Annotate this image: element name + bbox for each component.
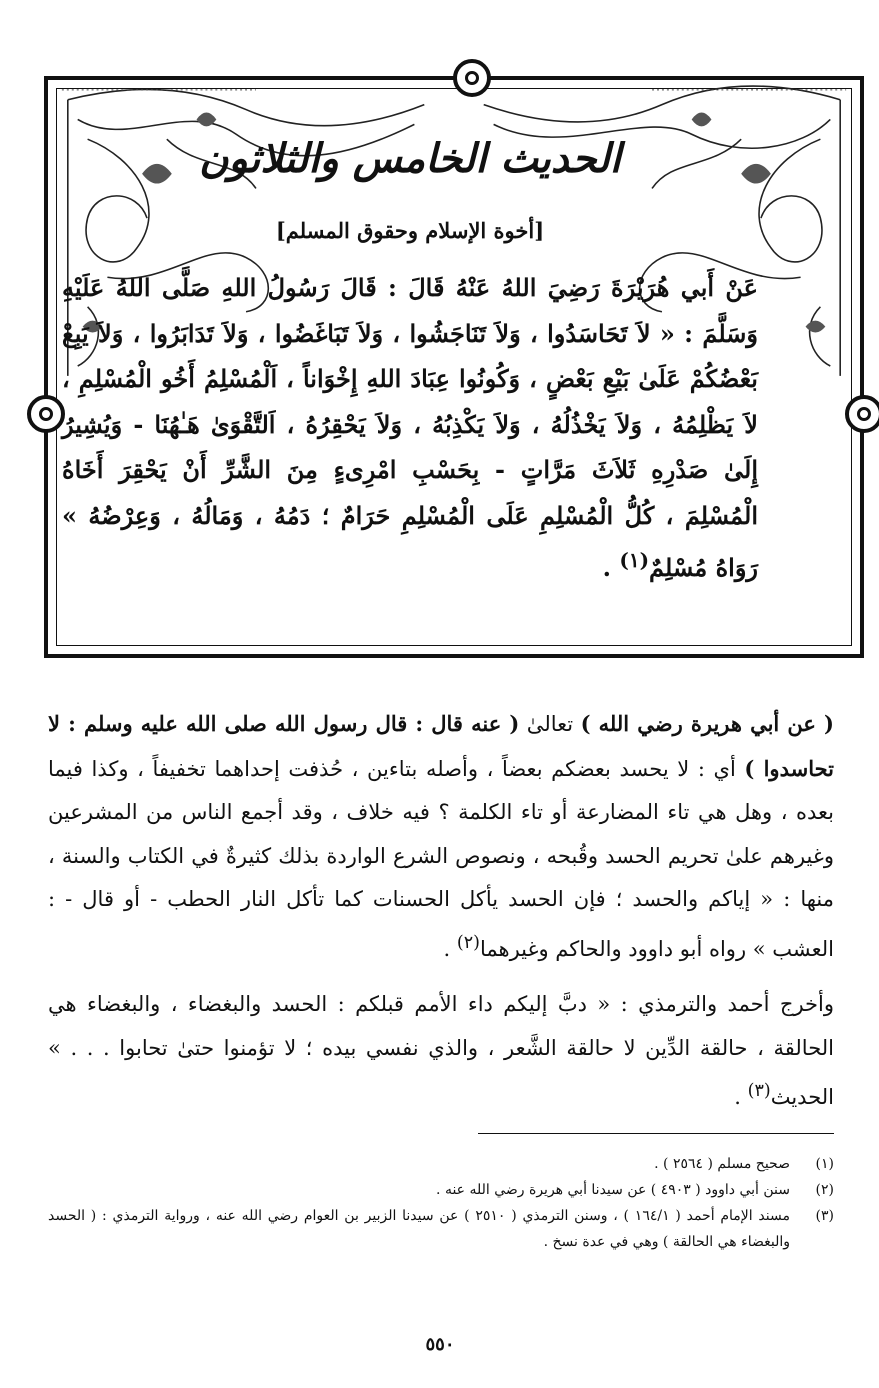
commentary-bold-2: ( عنه قال : قال رسول الله صلى الله عليه وسلم : لا تحاسدوا ) xyxy=(48,711,834,781)
hadith-title: الحديث الخامس والثلاثون xyxy=(199,135,621,182)
hadith-end: . xyxy=(602,553,620,582)
hadith-subtitle: [أخوة الإسلام وحقوق المسلم] xyxy=(275,218,545,243)
hadith-body: عَنْ أَبي هُرَيْرَةَ رَضِيَ اللهُ عَنْهُ قَالَ : قَالَ رَسُولُ اللهِ صَلَّى اللهُ عَلَيْهِ وَسَلَّمَ : « لاَ تَحَاسَدُوا ، وَلاَ تَنَاجَشُوا ، وَلاَ تَبَاغَضُوا ، وَلاَ تَدَابَرُوا ، وَلاَ يَبِعْ بَعْضُكُمْ عَلَىٰ بَيْعِ بَعْضٍ ، وَكُونُوا عِبَادَ اللهِ إِخْوَاناً ، اَلْمُسْلِمُ أَخُو الْمُسْلِمِ ، لاَ يَظْلِمُهُ ، وَلاَ يَخْذُلُهُ ، وَلاَ يَكْذِبُهُ ، وَلاَ يَحْقِرُهُ ، اَلتَّقْوَىٰ هَـٰهُنَا - وَيُشِيرُ إِلَىٰ صَدْرِهِ ثَلاَثَ مَرَّاتٍ - بِحَسْبِ امْرِىءٍ مِنَ الشَّرِّ أَنْ يَحْقِرَ أَخَاهُ الْمُسْلِمَ ، كُلُّ الْمُسْلِمِ عَلَى الْمُسْلِمِ حَرَامٌ ؛ دَمُهُ ، وَمَالُهُ ، وَعِرْضُهُ » رَوَاهُ مُسْلِمٌ xyxy=(62,273,758,582)
footnote-ref-2: (٢) xyxy=(456,932,480,953)
commentary-bold-1: ( عن أبي هريرة رضي الله ) xyxy=(580,711,834,736)
commentary-end-1: . xyxy=(443,936,457,961)
commentary-text-1a: تعالىٰ xyxy=(519,712,581,736)
page-number: ٥٥٠ xyxy=(425,1334,455,1355)
footnote-number: (٣) xyxy=(815,1208,834,1224)
footnote-item xyxy=(48,1151,834,1177)
footnote-number: (١) xyxy=(815,1156,834,1172)
footnote-text: سنن أبي داوود ( ٤٩٠٣ ) عن سيدنا أبي هريرة رضي الله عنه . xyxy=(436,1182,790,1198)
footnote-item xyxy=(48,1177,834,1203)
hadith-text xyxy=(62,265,758,591)
ring-ornament-left xyxy=(27,395,65,433)
ring-ornament-right xyxy=(845,395,879,433)
footnote-ref-3: (٣) xyxy=(747,1081,771,1101)
footnote-separator xyxy=(478,1133,834,1134)
commentary-text-2: وأخرج أحمد والترمذي : « دبَّ إليكم داء الأمم قبلكم : الحسد والبغضاء ، والبغضاء هي الحالقة ، حالقة الدِّين لا حالقة الشَّعر ، والذي نفسي بيده ؛ لا تؤمنوا حتىٰ تحابوا . . . » الحديث xyxy=(48,992,834,1109)
footnote-text: مسند الإمام أحمد ( ١٦٤/١ ) ، وسنن الترمذي ( ٢٥١٠ ) عن سيدنا الزبير بن العوام رضي الله عنه ، ورواية الترمذي : ( الحسد والبغضاء هي الحالقة ) وهي في عدة نسخ . xyxy=(48,1208,790,1250)
footnote-text: صحيح مسلم ( ٢٥٦٤ ) . xyxy=(654,1156,790,1172)
footnote-item xyxy=(48,1203,834,1255)
commentary-end-2: . xyxy=(734,1085,748,1109)
footnotes xyxy=(48,1151,834,1255)
ring-ornament-top xyxy=(453,59,491,97)
commentary-paragraph-1 xyxy=(48,702,834,971)
footnote-ref-1: (١) xyxy=(619,548,650,572)
commentary-paragraph-2 xyxy=(48,983,834,1120)
commentary-text-1b: أي : لا يحسد بعضكم بعضاً ، وأصله بتاءين ، حُذفت إحداهما تخفيفاً ، وكذا فيما بعده ، وهل هي تاء المضارعة أو تاء الكلمة ؟ فيه خلاف ، وقد أجمع الناس من المشرعين وغيرهم علىٰ تحريم الحسد وقُبحه ، ونصوص الشرع الواردة بذلك كثيرةٌ في الكتاب والسنة ، منها : « إياكم والحسد ؛ فإن الحسد يأكل الحسنات كما تأكل النار الحطب - أو قال - : العشب » رواه أبو داوود والحاكم وغيرهما xyxy=(48,756,834,961)
footnote-number: (٢) xyxy=(815,1182,834,1198)
